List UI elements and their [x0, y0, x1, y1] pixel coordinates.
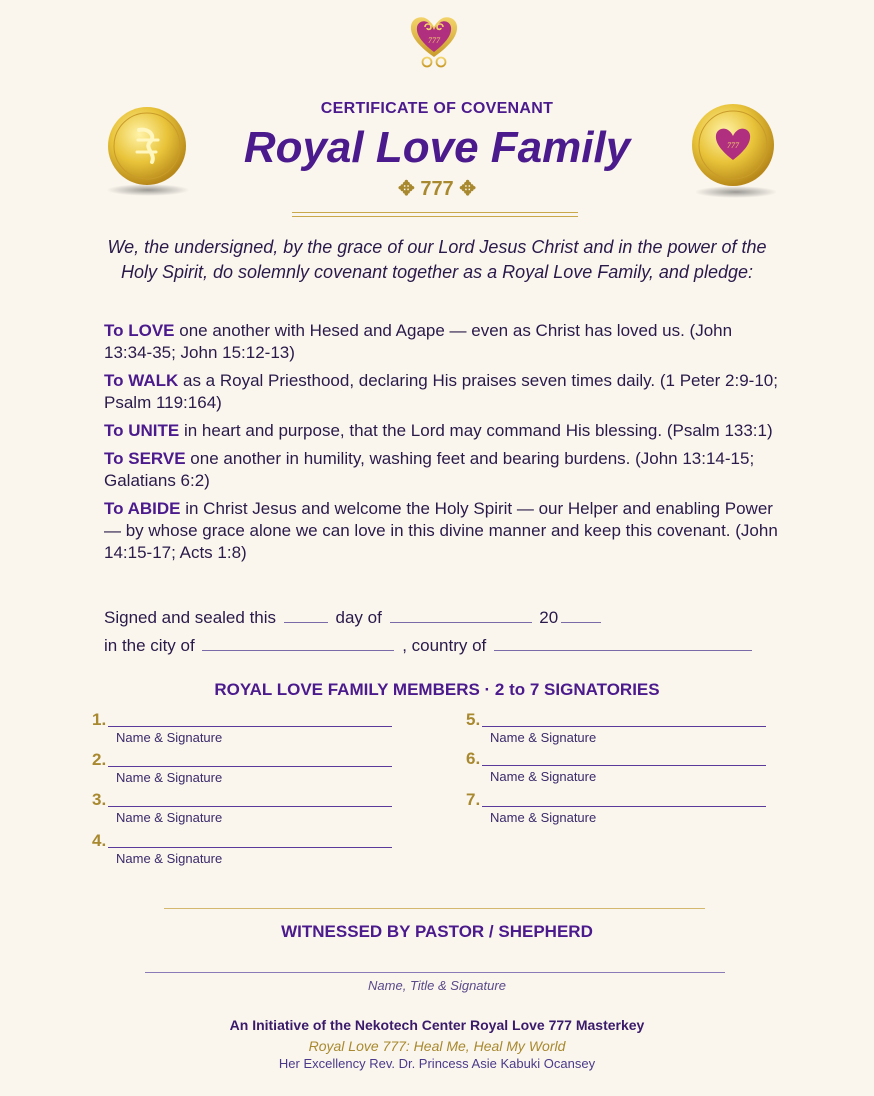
pledge-text: one another in humility, washing feet and bearing burdens. (John 13:14-15; Galatians 6:2) [104, 449, 755, 490]
certificate-subtitle: CERTIFICATE OF COVENANT [320, 100, 554, 117]
logo-text: 777 [428, 36, 440, 45]
divider-bottom [292, 216, 578, 217]
pledge-text: in heart and purpose, that the Lord may command His blessing. (Psalm 133:1) [179, 421, 773, 440]
pledge-unite [104, 420, 784, 442]
signature-line[interactable] [482, 765, 766, 766]
city-label: in the city of [104, 636, 195, 655]
footer-motto: Royal Love 777: Heal Me, Heal My World [308, 1038, 566, 1054]
slot-caption: Name & Signature [116, 851, 223, 866]
signature-slot-6[interactable] [466, 749, 776, 789]
slot-caption: Name & Signature [490, 730, 597, 745]
pledge-keyword: To SERVE [104, 449, 186, 468]
slot-caption: Name & Signature [490, 769, 597, 784]
pledge-keyword: To LOVE [104, 321, 175, 340]
footer-initiative: An Initiative of the Nekotech Center Royal Love 777 Masterkey [229, 1017, 645, 1033]
slot-number: 1. [92, 710, 107, 729]
pledge-text: as a Royal Priesthood, declaring His praises seven times daily. (1 Peter 2:9-10; Psalm 119:164) [104, 371, 778, 412]
witness-signature-line[interactable] [145, 972, 725, 973]
pledge-keyword: To UNITE [104, 421, 180, 440]
members-heading: ROYAL LOVE FAMILY MEMBERS · 2 to 7 SIGNATORIES [214, 680, 660, 699]
signed-label: Signed and sealed this [104, 608, 277, 627]
seal-right-text: 777 [727, 141, 739, 150]
covenant-intro: We, the undersigned, by the grace of our Lord Jesus Christ and in the power of the Holy Spirit, do solemnly covenant together as a Royal Love Family, and pledge: [107, 237, 767, 282]
footer-author: Her Excellency Rev. Dr. Princess Asie Kabuki Ocansey [278, 1056, 596, 1071]
slot-number: 5. [466, 710, 481, 729]
pledge-text: one another with Hesed and Agape — even as Christ has loved us. (John 13:34-35; John 15:12-13) [104, 321, 733, 362]
signature-slot-5[interactable] [466, 710, 776, 750]
signature-line[interactable] [108, 766, 392, 767]
signature-line[interactable] [108, 726, 392, 727]
year-prefix: 20 [539, 608, 559, 627]
slot-number: 2. [92, 750, 107, 769]
signature-line[interactable] [482, 726, 766, 727]
certificate-title: Royal Love Family [243, 123, 631, 172]
pledge-abide [104, 498, 784, 564]
slot-caption: Name & Signature [116, 770, 223, 785]
divider-top [292, 212, 578, 213]
country-blank[interactable] [494, 649, 752, 651]
witness-caption: Name, Title & Signature [368, 978, 506, 993]
pledge-walk [104, 370, 784, 414]
pledge-keyword: To WALK [104, 371, 179, 390]
pledge-keyword: To ABIDE [104, 499, 181, 518]
pledge-text: in Christ Jesus and welcome the Holy Spirit — our Helper and enabling Power — by whose grace alone we can love in this divine manner and keep this covenant. (John 14:15-17; Acts 1:8) [104, 499, 778, 562]
city-blank[interactable] [202, 649, 394, 651]
slot-number: 7. [466, 790, 481, 809]
day-of-label: day of [335, 608, 382, 627]
day-blank[interactable] [284, 621, 328, 623]
slot-caption: Name & Signature [116, 810, 223, 825]
witness-heading: WITNESSED BY PASTOR / SHEPHERD [281, 922, 593, 941]
pledge-list [104, 320, 784, 570]
signature-slot-1[interactable] [92, 710, 402, 750]
signature-slot-2[interactable] [92, 750, 402, 790]
month-blank[interactable] [390, 621, 532, 623]
signature-line[interactable] [108, 847, 392, 848]
signature-slot-4[interactable] [92, 831, 402, 871]
slot-number: 4. [92, 831, 107, 850]
signature-line[interactable] [108, 806, 392, 807]
country-label: , country of [402, 636, 487, 655]
certificate-number: ✥ 777 ✥ [398, 178, 476, 200]
pledge-serve [104, 448, 784, 492]
signed-line-2 [104, 636, 755, 656]
signature-slot-7[interactable] [466, 790, 776, 830]
slot-caption: Name & Signature [490, 810, 597, 825]
slot-number: 6. [466, 749, 481, 768]
signed-line-1 [104, 608, 604, 628]
pledge-love [104, 320, 784, 364]
slot-caption: Name & Signature [116, 730, 223, 745]
signature-line[interactable] [482, 806, 766, 807]
signature-slot-3[interactable] [92, 790, 402, 830]
year-blank[interactable] [561, 621, 601, 623]
witness-divider [164, 908, 705, 909]
slot-number: 3. [92, 790, 107, 809]
heart-logo-icon [407, 13, 461, 69]
